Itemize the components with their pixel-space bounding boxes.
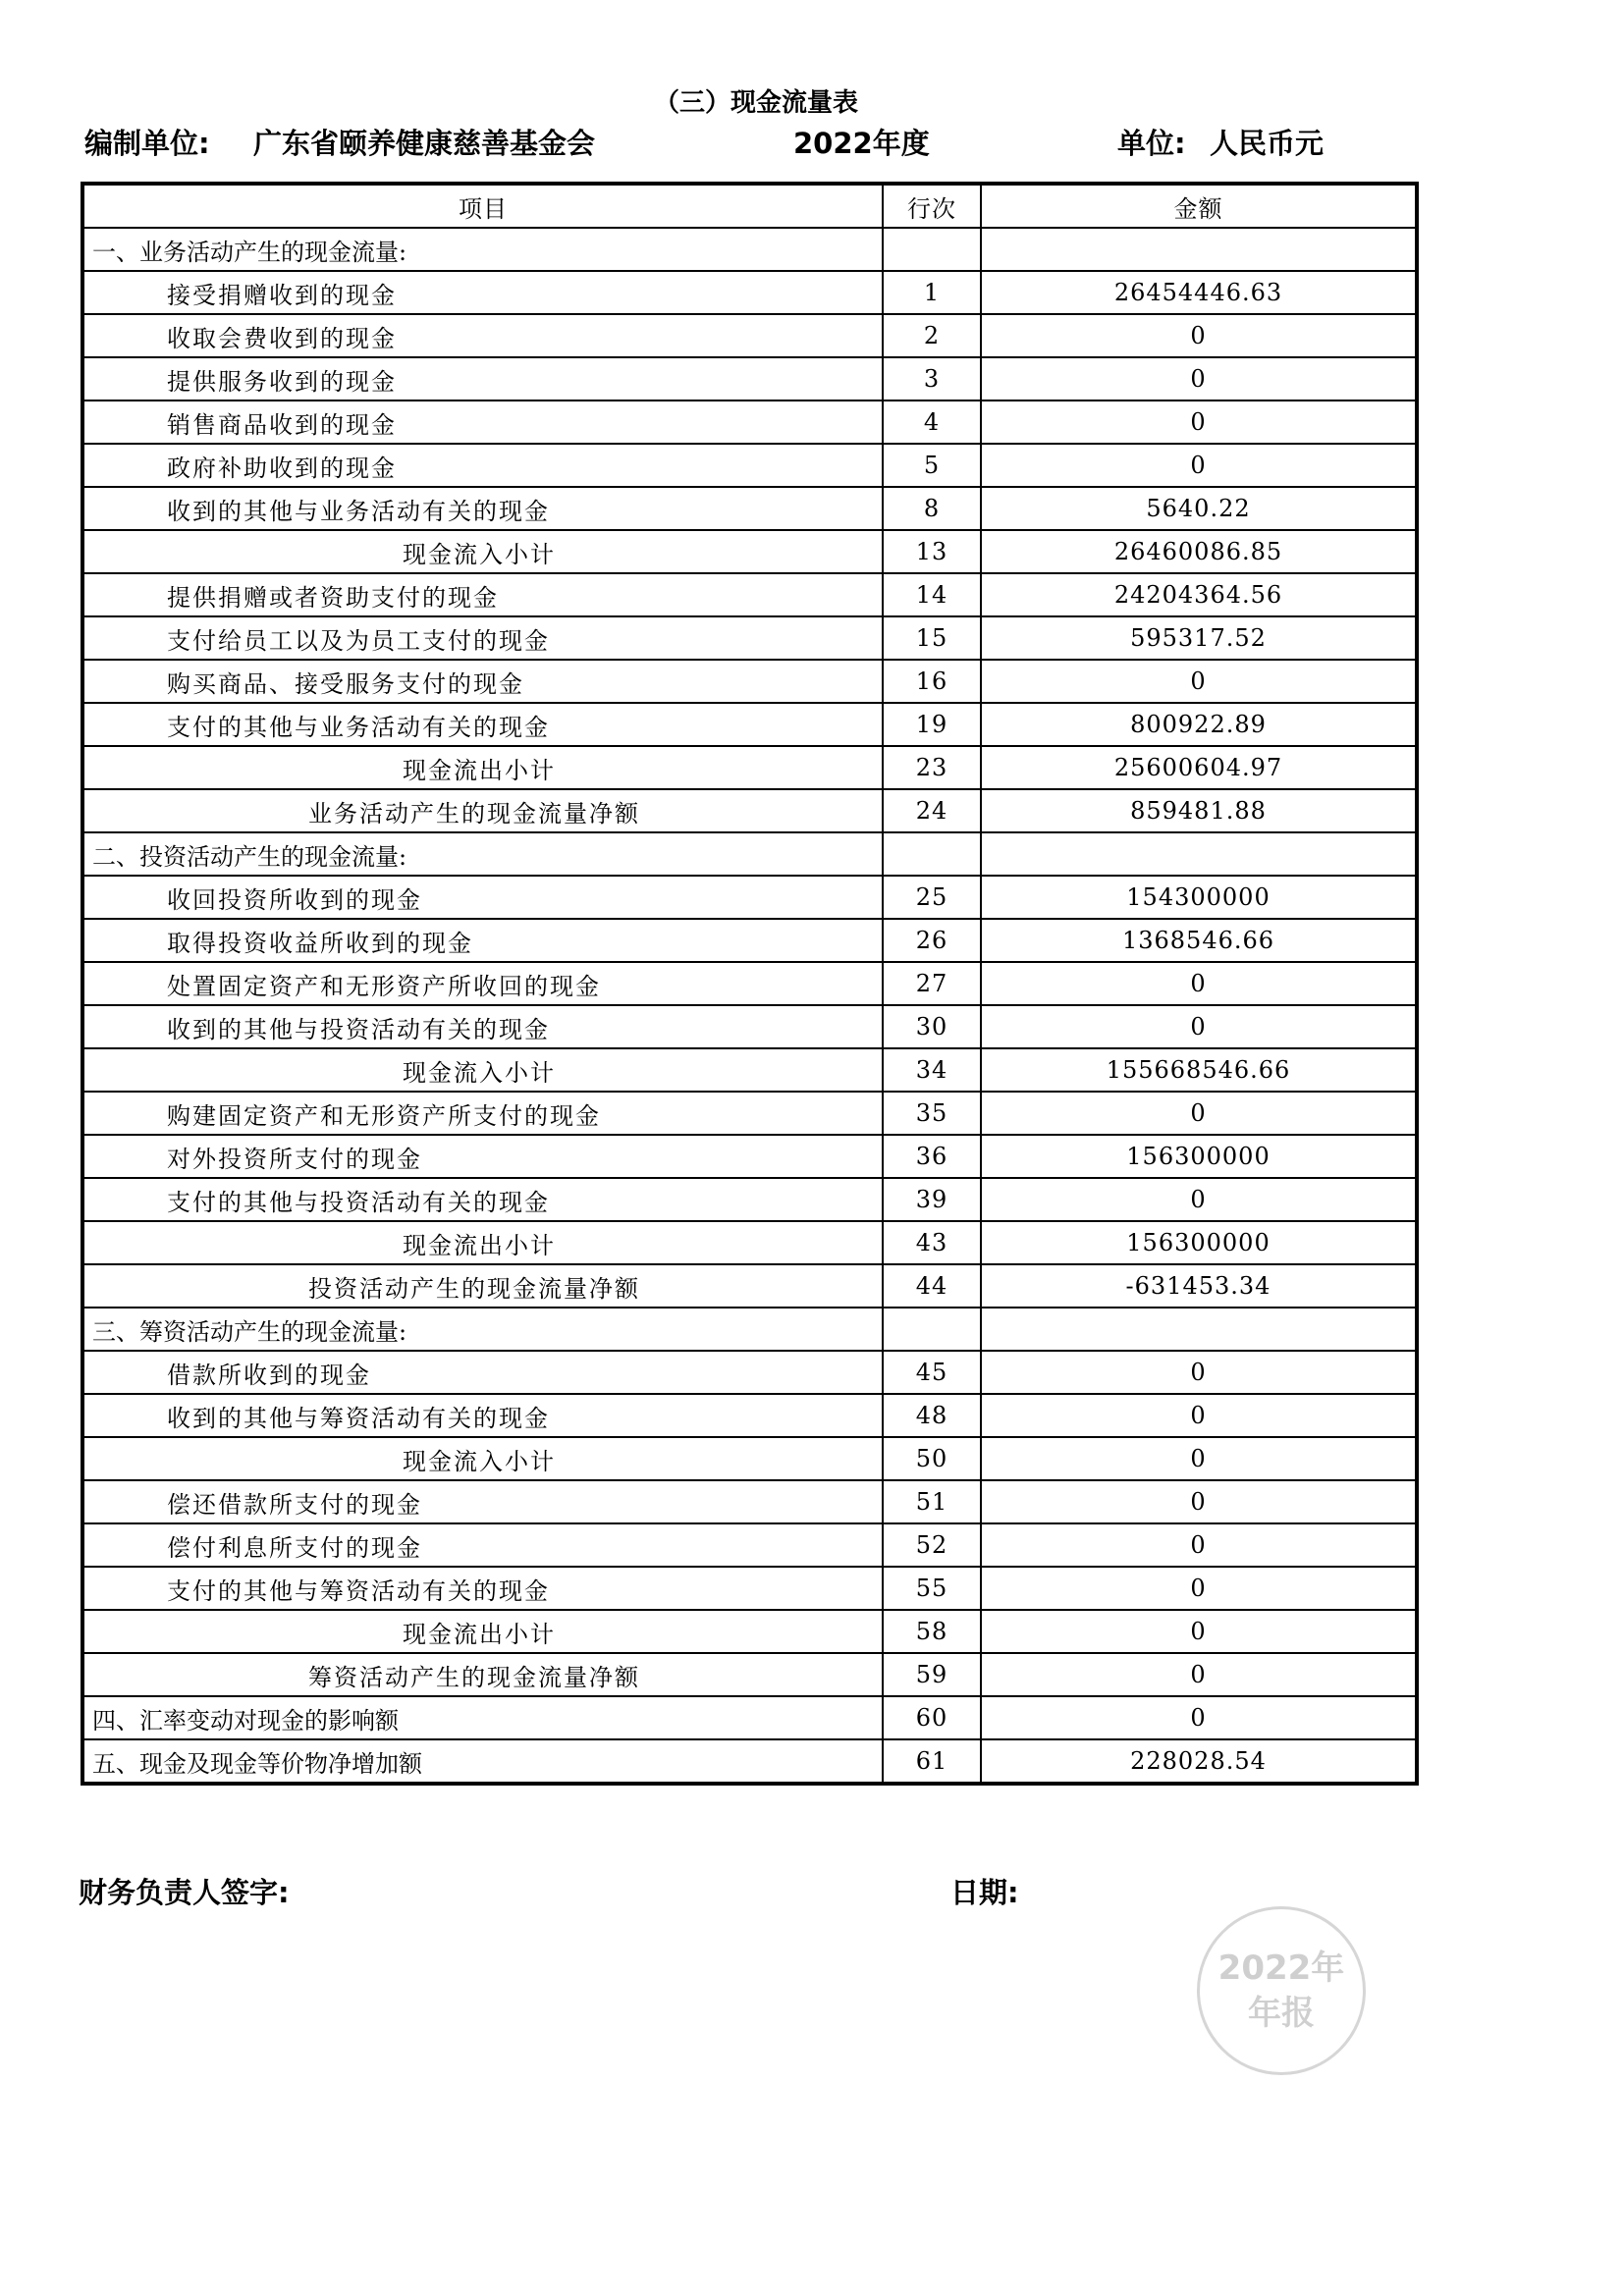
page-title: （三）现金流量表 — [653, 88, 858, 118]
row-item-cell: 提供捐赠或者资助支付的现金 — [82, 573, 883, 616]
table-row — [82, 1696, 1417, 1739]
row-line-cell: 24 — [883, 789, 981, 832]
table-row — [82, 357, 1417, 400]
row-amount-cell: 0 — [981, 1437, 1417, 1480]
row-line-cell: 23 — [883, 746, 981, 789]
table-row — [82, 876, 1417, 919]
row-item-cell: 支付的其他与筹资活动有关的现金 — [82, 1567, 883, 1610]
row-item-cell: 销售商品收到的现金 — [82, 400, 883, 444]
table-row — [82, 1092, 1417, 1135]
table-row — [82, 1610, 1417, 1653]
row-amount-cell: 1368546.66 — [981, 919, 1417, 962]
table-row — [82, 1135, 1417, 1178]
row-amount-cell: 0 — [981, 1567, 1417, 1610]
row-amount-cell: 156300000 — [981, 1135, 1417, 1178]
table-row — [82, 616, 1417, 660]
table-row — [82, 1048, 1417, 1092]
row-item-cell: 购建固定资产和无形资产所支付的现金 — [82, 1092, 883, 1135]
row-line-cell: 55 — [883, 1567, 981, 1610]
row-item-cell: 借款所收到的现金 — [82, 1351, 883, 1394]
row-line-cell: 26 — [883, 919, 981, 962]
row-line-cell: 35 — [883, 1092, 981, 1135]
table-row — [82, 1178, 1417, 1221]
table-row — [82, 573, 1417, 616]
row-amount-cell — [981, 228, 1417, 271]
row-line-cell: 44 — [883, 1264, 981, 1308]
row-amount-cell — [981, 1308, 1417, 1351]
row-amount-cell: 0 — [981, 1005, 1417, 1048]
row-line-cell: 58 — [883, 1610, 981, 1653]
row-line-cell: 5 — [883, 444, 981, 487]
row-amount-cell: 155668546.66 — [981, 1048, 1417, 1092]
table-row — [82, 1437, 1417, 1480]
row-item-cell: 偿付利息所支付的现金 — [82, 1523, 883, 1567]
table-row — [82, 1567, 1417, 1610]
row-item-cell: 支付给员工以及为员工支付的现金 — [82, 616, 883, 660]
row-amount-cell: 800922.89 — [981, 703, 1417, 746]
row-amount-cell — [981, 832, 1417, 876]
row-amount-cell: 0 — [981, 962, 1417, 1005]
table-row — [82, 487, 1417, 530]
table-row — [82, 746, 1417, 789]
row-line-cell: 13 — [883, 530, 981, 573]
table-row — [82, 832, 1417, 876]
date-label: 日期: — [950, 1876, 1019, 1909]
row-amount-cell: 595317.52 — [981, 616, 1417, 660]
row-item-cell: 支付的其他与业务活动有关的现金 — [82, 703, 883, 746]
row-line-cell: 30 — [883, 1005, 981, 1048]
row-amount-cell: 0 — [981, 1178, 1417, 1221]
row-amount-cell: 5640.22 — [981, 487, 1417, 530]
table-row — [82, 1739, 1417, 1784]
table-row — [82, 400, 1417, 444]
row-item-cell: 四、汇率变动对现金的影响额 — [82, 1696, 883, 1739]
row-amount-cell: 0 — [981, 1653, 1417, 1696]
row-item-cell: 对外投资所支付的现金 — [82, 1135, 883, 1178]
row-line-cell: 15 — [883, 616, 981, 660]
row-item-cell: 支付的其他与投资活动有关的现金 — [82, 1178, 883, 1221]
row-item-cell: 筹资活动产生的现金流量净额 — [82, 1653, 883, 1696]
row-item-cell: 收到的其他与投资活动有关的现金 — [82, 1005, 883, 1048]
currency-label: 单位: — [1117, 127, 1186, 160]
row-amount-cell: 0 — [981, 444, 1417, 487]
row-item-cell: 提供服务收到的现金 — [82, 357, 883, 400]
row-line-cell: 39 — [883, 1178, 981, 1221]
row-amount-cell: 26454446.63 — [981, 271, 1417, 314]
row-line-cell: 34 — [883, 1048, 981, 1092]
table-body — [82, 228, 1417, 1784]
row-item-cell: 政府补助收到的现金 — [82, 444, 883, 487]
row-amount-cell: 228028.54 — [981, 1739, 1417, 1784]
row-item-cell: 三、筹资活动产生的现金流量: — [82, 1308, 883, 1351]
row-amount-cell: 0 — [981, 1480, 1417, 1523]
row-amount-cell: 0 — [981, 1092, 1417, 1135]
table-row — [82, 1394, 1417, 1437]
prepared-by-label: 编制单位: — [84, 127, 210, 160]
row-item-cell: 现金流出小计 — [82, 1221, 883, 1264]
row-line-cell — [883, 228, 981, 271]
row-item-cell: 购买商品、接受服务支付的现金 — [82, 660, 883, 703]
row-item-cell: 收到的其他与业务活动有关的现金 — [82, 487, 883, 530]
row-line-cell: 50 — [883, 1437, 981, 1480]
table-row — [82, 660, 1417, 703]
row-amount-cell: 0 — [981, 314, 1417, 357]
row-line-cell: 60 — [883, 1696, 981, 1739]
currency-value: 人民币元 — [1210, 127, 1325, 160]
row-amount-cell: 0 — [981, 1394, 1417, 1437]
row-line-cell: 51 — [883, 1480, 981, 1523]
organization-name: 广东省颐养健康慈善基金会 — [253, 127, 596, 160]
row-item-cell: 现金流入小计 — [82, 1048, 883, 1092]
row-item-cell: 现金流出小计 — [82, 746, 883, 789]
row-amount-cell: 25600604.97 — [981, 746, 1417, 789]
row-item-cell: 现金流入小计 — [82, 1437, 883, 1480]
row-item-cell: 业务活动产生的现金流量净额 — [82, 789, 883, 832]
row-amount-cell: 859481.88 — [981, 789, 1417, 832]
row-line-cell: 16 — [883, 660, 981, 703]
table-row — [82, 1351, 1417, 1394]
row-amount-cell: 0 — [981, 1351, 1417, 1394]
row-item-cell: 取得投资收益所收到的现金 — [82, 919, 883, 962]
row-line-cell: 61 — [883, 1739, 981, 1784]
table-row — [82, 1005, 1417, 1048]
row-line-cell: 8 — [883, 487, 981, 530]
row-item-cell: 二、投资活动产生的现金流量: — [82, 832, 883, 876]
row-line-cell: 3 — [883, 357, 981, 400]
stamp-line-report: 年报 — [1248, 1994, 1315, 2033]
row-line-cell: 1 — [883, 271, 981, 314]
row-amount-cell: 0 — [981, 1610, 1417, 1653]
table-row — [82, 1264, 1417, 1308]
row-line-cell: 25 — [883, 876, 981, 919]
row-item-cell: 处置固定资产和无形资产所收回的现金 — [82, 962, 883, 1005]
table-row — [82, 1221, 1417, 1264]
table-row — [82, 530, 1417, 573]
table-row — [82, 271, 1417, 314]
row-line-cell: 14 — [883, 573, 981, 616]
annual-report-stamp — [1197, 1906, 1366, 2075]
table-row — [82, 789, 1417, 832]
row-amount-cell: 26460086.85 — [981, 530, 1417, 573]
finance-signature-label: 财务负责人签字: — [79, 1876, 290, 1909]
table-row — [82, 919, 1417, 962]
row-line-cell: 48 — [883, 1394, 981, 1437]
table-row — [82, 444, 1417, 487]
row-amount-cell: 0 — [981, 357, 1417, 400]
row-line-cell: 4 — [883, 400, 981, 444]
row-amount-cell: 0 — [981, 400, 1417, 444]
table-row — [82, 1308, 1417, 1351]
row-amount-cell: 156300000 — [981, 1221, 1417, 1264]
table-row — [82, 1523, 1417, 1567]
row-line-cell: 52 — [883, 1523, 981, 1567]
row-amount-cell: 154300000 — [981, 876, 1417, 919]
report-year: 2022年度 — [793, 127, 930, 160]
row-item-cell: 现金流入小计 — [82, 530, 883, 573]
row-line-cell: 59 — [883, 1653, 981, 1696]
row-line-cell: 27 — [883, 962, 981, 1005]
row-line-cell: 36 — [883, 1135, 981, 1178]
row-line-cell — [883, 832, 981, 876]
row-item-cell: 接受捐赠收到的现金 — [82, 271, 883, 314]
cash-flow-table — [81, 182, 1419, 1786]
row-amount-cell: 0 — [981, 660, 1417, 703]
stamp-line-year: 2022年 — [1217, 1949, 1345, 1988]
table-header-row — [82, 184, 1417, 228]
row-item-cell: 投资活动产生的现金流量净额 — [82, 1264, 883, 1308]
row-line-cell: 43 — [883, 1221, 981, 1264]
row-item-cell: 一、业务活动产生的现金流量: — [82, 228, 883, 271]
table-row — [82, 314, 1417, 357]
row-line-cell: 2 — [883, 314, 981, 357]
row-item-cell: 现金流出小计 — [82, 1610, 883, 1653]
table-row — [82, 962, 1417, 1005]
table-row — [82, 1653, 1417, 1696]
row-amount-cell: 0 — [981, 1523, 1417, 1567]
row-amount-cell: 0 — [981, 1696, 1417, 1739]
row-amount-cell: 24204364.56 — [981, 573, 1417, 616]
row-item-cell: 收到的其他与筹资活动有关的现金 — [82, 1394, 883, 1437]
column-header-item: 项目 — [82, 184, 883, 228]
row-item-cell: 收回投资所收到的现金 — [82, 876, 883, 919]
row-line-cell — [883, 1308, 981, 1351]
column-header-amount: 金额 — [981, 184, 1417, 228]
row-line-cell: 19 — [883, 703, 981, 746]
row-item-cell: 五、现金及现金等价物净增加额 — [82, 1739, 883, 1784]
table-row — [82, 228, 1417, 271]
row-amount-cell: -631453.34 — [981, 1264, 1417, 1308]
row-line-cell: 45 — [883, 1351, 981, 1394]
column-header-line: 行次 — [883, 184, 981, 228]
table-row — [82, 703, 1417, 746]
row-item-cell: 偿还借款所支付的现金 — [82, 1480, 883, 1523]
table-row — [82, 1480, 1417, 1523]
row-item-cell: 收取会费收到的现金 — [82, 314, 883, 357]
